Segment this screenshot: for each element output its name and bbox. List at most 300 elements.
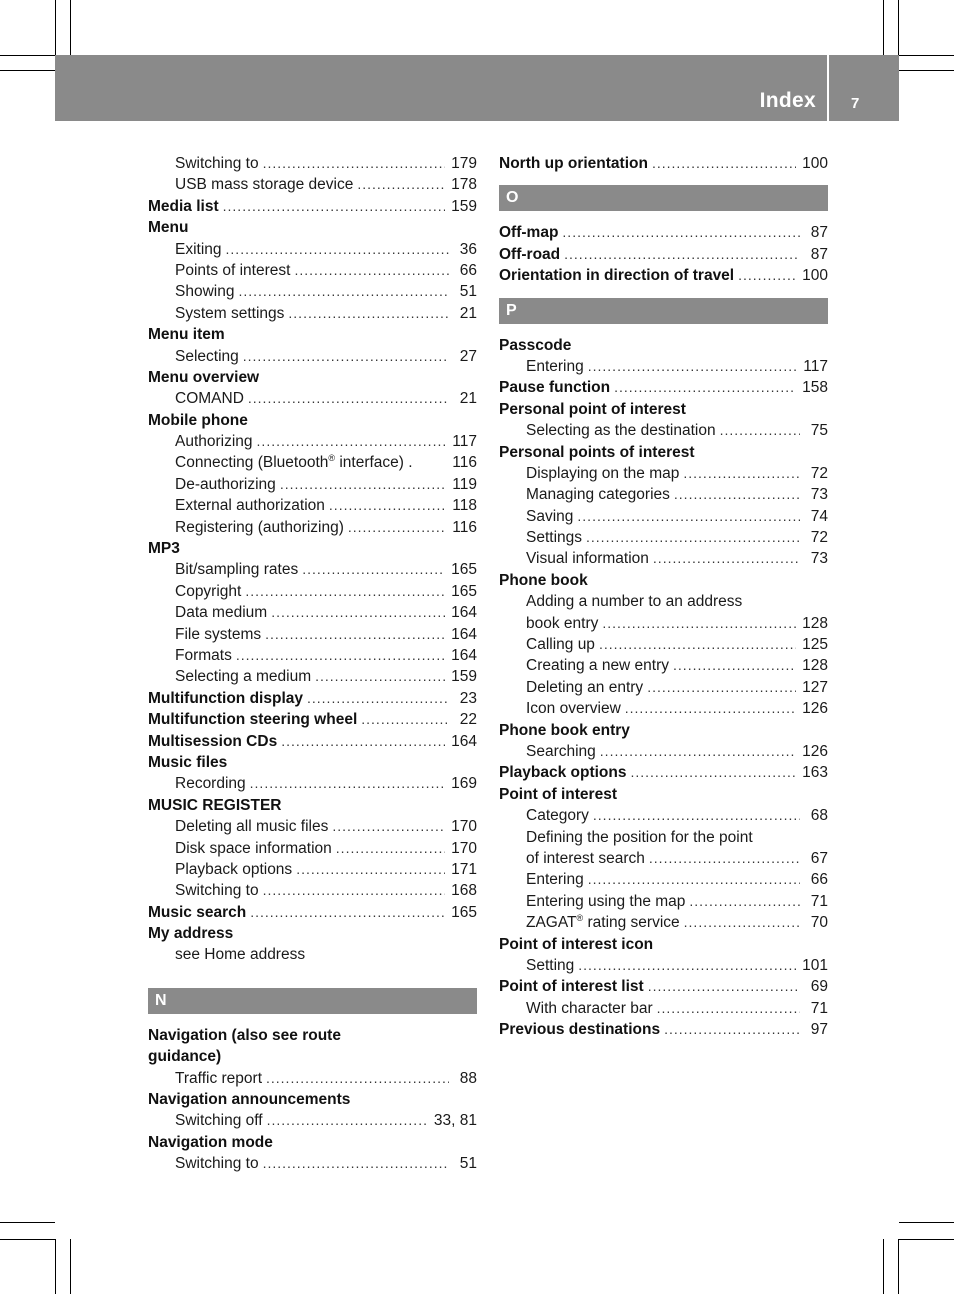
entry-label bbox=[175, 1110, 263, 1131]
entry-label-text: USB mass storage device bbox=[175, 176, 354, 194]
dot-leader bbox=[648, 976, 800, 997]
page-reference[interactable]: 101 bbox=[802, 956, 828, 974]
index-subentry[interactable] bbox=[499, 955, 828, 976]
entry-label-text: Music search bbox=[148, 903, 247, 921]
index-entry[interactable] bbox=[499, 976, 828, 997]
page-reference[interactable]: 171 bbox=[451, 860, 477, 878]
page-reference[interactable]: 71 bbox=[810, 999, 828, 1017]
entry-label-text: Displaying on the map bbox=[526, 464, 680, 482]
crop-mark bbox=[0, 55, 55, 56]
page-reference[interactable]: 158 bbox=[802, 379, 828, 397]
index-subentry[interactable] bbox=[148, 474, 477, 495]
spacer bbox=[148, 966, 477, 988]
entry-label-text: Personal point of interest bbox=[499, 400, 686, 418]
entry-label bbox=[148, 1025, 341, 1046]
page-reference[interactable]: 168 bbox=[451, 882, 477, 900]
crop-mark bbox=[0, 1239, 55, 1240]
dot-leader bbox=[226, 239, 449, 260]
entry-label bbox=[175, 559, 298, 580]
dot-leader bbox=[315, 666, 445, 687]
index-entry bbox=[148, 1089, 477, 1110]
index-subentry[interactable] bbox=[499, 998, 828, 1019]
index-entry[interactable] bbox=[499, 265, 828, 286]
index-subentry[interactable] bbox=[148, 1110, 477, 1131]
index-subentry[interactable] bbox=[148, 559, 477, 580]
page-reference[interactable]: 22 bbox=[459, 711, 477, 729]
entry-list bbox=[499, 335, 828, 1041]
entry-label-text: Exiting bbox=[175, 240, 222, 258]
page-reference[interactable]: 126 bbox=[802, 742, 828, 760]
entry-label-text: guidance) bbox=[148, 1048, 222, 1066]
index-subentry[interactable] bbox=[499, 356, 828, 377]
index-entry bbox=[148, 795, 477, 816]
index-subentry[interactable] bbox=[148, 602, 477, 623]
entry-label-text: Navigation (also see route bbox=[148, 1026, 341, 1044]
page-reference[interactable]: 164 bbox=[451, 646, 477, 664]
entry-label bbox=[175, 624, 261, 645]
entry-label-text: External authorization bbox=[175, 497, 325, 515]
dot-leader bbox=[329, 495, 446, 516]
entry-label bbox=[499, 570, 588, 591]
dot-leader bbox=[625, 698, 796, 719]
index-subentry[interactable] bbox=[499, 548, 828, 569]
dot-leader bbox=[307, 688, 449, 709]
index-entry bbox=[499, 720, 828, 741]
index-entry[interactable] bbox=[148, 688, 477, 709]
index-subentry[interactable] bbox=[499, 741, 828, 762]
entry-label-text: Menu item bbox=[148, 326, 225, 344]
entry-label-text: Visual information bbox=[526, 550, 649, 568]
dot-leader bbox=[630, 762, 796, 783]
entry-label bbox=[175, 773, 246, 794]
page-reference[interactable]: 128 bbox=[802, 614, 828, 632]
entry-label bbox=[526, 463, 679, 484]
index-subentry[interactable] bbox=[148, 816, 477, 837]
index-entry[interactable] bbox=[499, 153, 828, 174]
entry-label-text: Selecting a medium bbox=[175, 668, 312, 686]
dot-leader bbox=[281, 731, 445, 752]
page-reference[interactable]: 72 bbox=[810, 464, 828, 482]
page-reference[interactable]: 21 bbox=[459, 390, 477, 408]
crop-mark bbox=[0, 1222, 55, 1223]
index-subentry bbox=[499, 591, 828, 612]
entry-label-text: Point of interest list bbox=[499, 978, 644, 996]
page-reference[interactable]: 169 bbox=[451, 775, 477, 793]
entry-label-text: Managing categories bbox=[526, 486, 670, 504]
crop-mark bbox=[0, 70, 55, 71]
entry-label-text: Copyright bbox=[175, 582, 242, 600]
page-reference[interactable]: 164 bbox=[451, 625, 477, 643]
entry-label-text: Media list bbox=[148, 197, 219, 215]
index-entry[interactable] bbox=[148, 902, 477, 923]
page-reference[interactable]: 170 bbox=[451, 839, 477, 857]
entry-label-text: Point of interest icon bbox=[499, 935, 654, 953]
dot-leader bbox=[588, 356, 798, 377]
entry-label-text: Adding a number to an address bbox=[526, 593, 743, 611]
dot-leader bbox=[236, 645, 445, 666]
entry-label-text: Orientation in direction of travel bbox=[499, 267, 735, 285]
index-subentry[interactable] bbox=[499, 463, 828, 484]
crop-mark bbox=[70, 0, 71, 55]
page-reference[interactable]: 51 bbox=[459, 283, 477, 301]
dot-leader bbox=[263, 153, 446, 174]
index-subentry[interactable] bbox=[148, 666, 477, 687]
entry-label bbox=[175, 666, 311, 687]
index-entry[interactable] bbox=[148, 731, 477, 752]
entry-list bbox=[499, 153, 828, 174]
page-reference[interactable]: 68 bbox=[810, 807, 828, 825]
entry-label-text: Phone book bbox=[499, 571, 588, 589]
index-subentry[interactable] bbox=[148, 452, 477, 473]
index-subentry[interactable] bbox=[499, 634, 828, 655]
index-entry bbox=[499, 570, 828, 591]
page-reference[interactable]: 23 bbox=[459, 689, 477, 707]
page-reference[interactable]: 117 bbox=[803, 357, 828, 375]
entry-label bbox=[148, 731, 277, 752]
entry-label bbox=[175, 1068, 262, 1089]
page-reference[interactable]: 100 bbox=[802, 155, 828, 172]
crop-mark bbox=[899, 1239, 954, 1240]
crop-mark bbox=[883, 1239, 884, 1294]
index-entry[interactable] bbox=[499, 244, 828, 265]
entry-label-text: My address bbox=[148, 925, 234, 943]
entry-label-text: Selecting bbox=[175, 347, 239, 365]
entry-label bbox=[148, 410, 248, 431]
index-subentry[interactable] bbox=[148, 495, 477, 516]
index-entry bbox=[148, 1132, 477, 1153]
dot-leader bbox=[263, 880, 446, 901]
index-subentry[interactable] bbox=[148, 431, 477, 452]
section-header-p: P bbox=[499, 298, 828, 324]
entry-label bbox=[526, 655, 669, 676]
page-reference[interactable]: 118 bbox=[452, 497, 477, 515]
spacer bbox=[499, 211, 828, 222]
page-reference[interactable]: 163 bbox=[802, 764, 828, 782]
entry-label bbox=[175, 816, 328, 837]
index-subentry[interactable] bbox=[148, 1068, 477, 1089]
index-subentry[interactable] bbox=[148, 880, 477, 901]
entry-label bbox=[175, 495, 325, 516]
entry-label-text: Off-road bbox=[499, 245, 561, 263]
page-reference[interactable]: 100 bbox=[802, 267, 828, 285]
entry-label bbox=[175, 838, 332, 859]
page-reference[interactable]: 165 bbox=[451, 561, 477, 579]
page-reference[interactable]: 72 bbox=[810, 529, 828, 547]
dot-leader bbox=[245, 581, 445, 602]
page-reference[interactable]: 36 bbox=[459, 240, 477, 258]
dot-leader bbox=[657, 998, 800, 1019]
page-reference[interactable]: 66 bbox=[459, 261, 477, 279]
dot-leader bbox=[248, 388, 449, 409]
index-entry bbox=[148, 752, 477, 773]
page-reference[interactable]: 97 bbox=[810, 1021, 828, 1039]
entry-label-text: Phone book entry bbox=[499, 721, 630, 739]
dot-leader bbox=[336, 838, 445, 859]
index-subentry[interactable] bbox=[148, 346, 477, 367]
entry-label bbox=[526, 955, 574, 976]
index-entry bbox=[148, 217, 477, 238]
entry-label bbox=[526, 805, 589, 826]
entry-label bbox=[526, 420, 716, 441]
index-entry[interactable] bbox=[148, 709, 477, 730]
entry-label-text: Previous destinations bbox=[499, 1021, 661, 1039]
dot-leader bbox=[649, 848, 800, 869]
dot-leader bbox=[683, 463, 800, 484]
index-entry[interactable] bbox=[499, 1019, 828, 1040]
entry-label-text: Entering using the map bbox=[526, 892, 686, 910]
index-subentry[interactable] bbox=[148, 388, 477, 409]
entry-label bbox=[499, 442, 695, 463]
entry-label-text: System settings bbox=[175, 304, 285, 322]
page-reference[interactable]: 126 bbox=[802, 700, 828, 718]
page-reference[interactable]: 71 bbox=[810, 892, 828, 910]
index-entry[interactable] bbox=[148, 196, 477, 217]
dot-leader bbox=[348, 517, 446, 538]
index-subentry[interactable] bbox=[499, 527, 828, 548]
index-subentry[interactable] bbox=[148, 260, 477, 281]
index-subentry[interactable] bbox=[148, 1153, 477, 1174]
page-reference[interactable]: 119 bbox=[452, 475, 477, 493]
page-reference[interactable]: 33, 81 bbox=[433, 1112, 477, 1130]
entry-label bbox=[526, 912, 680, 933]
entry-label-text: File systems bbox=[175, 625, 262, 643]
index-subentry[interactable] bbox=[499, 869, 828, 890]
index-subentry[interactable] bbox=[499, 891, 828, 912]
entry-label-text: Saving bbox=[526, 507, 574, 525]
crop-mark bbox=[898, 1239, 899, 1294]
entry-label-suffix: rating service bbox=[583, 914, 680, 932]
page-reference[interactable]: 165 bbox=[451, 903, 477, 921]
index-subentry[interactable] bbox=[499, 912, 828, 933]
entry-label-text: Settings bbox=[526, 529, 583, 547]
index-subentry[interactable] bbox=[148, 517, 477, 538]
entry-label-text: Setting bbox=[526, 956, 575, 974]
page-reference[interactable]: 127 bbox=[802, 678, 828, 696]
page-reference[interactable]: 70 bbox=[810, 914, 828, 932]
header-divider bbox=[827, 55, 829, 121]
page-reference[interactable]: 88 bbox=[459, 1069, 477, 1087]
page-reference[interactable]: 179 bbox=[451, 155, 477, 172]
index-subentry[interactable] bbox=[148, 859, 477, 880]
index-subentry[interactable] bbox=[499, 677, 828, 698]
page-reference[interactable]: 116 bbox=[452, 454, 477, 472]
entry-label bbox=[526, 869, 584, 890]
index-entry bbox=[148, 1025, 477, 1046]
entry-label-text: Navigation mode bbox=[148, 1133, 273, 1151]
dot-leader bbox=[223, 196, 445, 217]
entry-label-text: see Home address bbox=[175, 946, 306, 964]
entry-list bbox=[499, 222, 828, 286]
entry-label-text: MP3 bbox=[148, 540, 180, 558]
page-reference[interactable]: 125 bbox=[802, 636, 828, 654]
crop-mark bbox=[70, 1239, 71, 1294]
entry-label bbox=[499, 335, 571, 356]
index-subentry[interactable] bbox=[499, 698, 828, 719]
page-reference[interactable]: 165 bbox=[451, 582, 477, 600]
entry-list bbox=[148, 1025, 477, 1175]
entry-label bbox=[175, 239, 222, 260]
entry-label-text: Passcode bbox=[499, 336, 572, 354]
entry-label-text: Formats bbox=[175, 646, 232, 664]
dot-leader bbox=[294, 260, 449, 281]
entry-label-text: Menu bbox=[148, 219, 189, 237]
entry-label bbox=[148, 923, 233, 944]
index-subentry bbox=[499, 827, 828, 848]
entry-label-text: MUSIC REGISTER bbox=[148, 796, 282, 814]
index-subentry[interactable] bbox=[148, 624, 477, 645]
entry-label-text: Registering (authorizing) bbox=[175, 518, 344, 536]
entry-label-text: Defining the position for the point bbox=[526, 828, 753, 846]
page-reference[interactable]: 87 bbox=[810, 224, 828, 242]
crop-mark bbox=[55, 1239, 56, 1294]
entry-label bbox=[148, 752, 227, 773]
dot-leader bbox=[265, 624, 445, 645]
index-subentry[interactable] bbox=[148, 581, 477, 602]
dot-leader bbox=[564, 244, 800, 265]
entry-label bbox=[526, 356, 584, 377]
entry-label bbox=[526, 998, 653, 1019]
spacer bbox=[148, 1014, 477, 1025]
dot-leader bbox=[578, 955, 796, 976]
page-reference[interactable]: 178 bbox=[451, 176, 477, 194]
entry-label-text: North up orientation bbox=[499, 155, 648, 172]
entry-label bbox=[175, 1153, 259, 1174]
entry-label-text: Entering bbox=[526, 871, 584, 889]
entry-label bbox=[526, 506, 573, 527]
index-subentry[interactable] bbox=[148, 281, 477, 302]
entry-label-text: Multifunction steering wheel bbox=[148, 711, 358, 729]
page-reference[interactable]: 164 bbox=[451, 604, 477, 622]
entry-label bbox=[526, 548, 649, 569]
entry-label-text: Switching to bbox=[175, 1155, 259, 1173]
page-reference[interactable]: 75 bbox=[810, 422, 828, 440]
index-column-left bbox=[148, 153, 477, 1175]
index-entry[interactable] bbox=[499, 222, 828, 243]
page-reference[interactable]: 117 bbox=[452, 433, 477, 451]
crop-mark bbox=[55, 0, 56, 55]
crop-mark bbox=[883, 0, 884, 55]
entry-label bbox=[175, 452, 413, 473]
entry-label-text: book entry bbox=[526, 614, 599, 632]
page-reference[interactable]: 73 bbox=[810, 550, 828, 568]
index-subentry[interactable] bbox=[148, 174, 477, 195]
index-subentry[interactable] bbox=[499, 613, 828, 634]
dot-leader bbox=[652, 153, 796, 174]
page-reference[interactable]: 21 bbox=[459, 304, 477, 322]
page-reference[interactable]: 170 bbox=[451, 818, 477, 836]
page-reference[interactable]: 73 bbox=[810, 486, 828, 504]
index-entry bbox=[499, 442, 828, 463]
entry-label-text: Point of interest bbox=[499, 785, 617, 803]
dot-leader bbox=[684, 912, 800, 933]
dot-leader bbox=[271, 602, 445, 623]
page-reference[interactable]: 87 bbox=[810, 245, 828, 263]
page-reference[interactable]: 116 bbox=[452, 518, 477, 536]
entry-label bbox=[148, 196, 219, 217]
dot-leader bbox=[614, 377, 796, 398]
entry-label-text: Data medium bbox=[175, 604, 268, 622]
index-subentry[interactable] bbox=[499, 655, 828, 676]
index-entry[interactable] bbox=[499, 762, 828, 783]
entry-label-text: Playback options bbox=[499, 764, 627, 782]
index-entry bbox=[148, 324, 477, 345]
entry-label bbox=[175, 880, 259, 901]
entry-label bbox=[175, 944, 305, 965]
entry-label-text: Selecting as the destination bbox=[526, 422, 716, 440]
index-subentry[interactable] bbox=[148, 239, 477, 260]
entry-label-text: Bit/sampling rates bbox=[175, 561, 299, 579]
crop-mark bbox=[898, 0, 899, 55]
page-reference[interactable]: 159 bbox=[451, 197, 477, 215]
index-subentry[interactable] bbox=[148, 153, 477, 174]
entry-label-text: Switching off bbox=[175, 1112, 263, 1130]
entry-label-text: Navigation announcements bbox=[148, 1091, 351, 1109]
index-subentry[interactable] bbox=[148, 645, 477, 666]
index-subentry[interactable] bbox=[499, 805, 828, 826]
index-entry bbox=[499, 934, 828, 955]
index-entry[interactable] bbox=[499, 377, 828, 398]
page-reference[interactable]: 164 bbox=[451, 732, 477, 750]
dot-leader bbox=[361, 709, 449, 730]
index-subentry[interactable] bbox=[148, 303, 477, 324]
spacer bbox=[499, 287, 828, 298]
page-reference[interactable]: 67 bbox=[810, 849, 828, 867]
entry-label-text: Menu overview bbox=[148, 368, 260, 386]
page-reference[interactable]: 128 bbox=[802, 657, 828, 675]
page-reference[interactable]: 51 bbox=[459, 1155, 477, 1173]
dot-leader bbox=[674, 484, 800, 505]
index-subentry[interactable] bbox=[499, 484, 828, 505]
entry-label-text: ZAGAT bbox=[526, 914, 577, 932]
page-reference[interactable]: 66 bbox=[810, 871, 828, 889]
entry-label bbox=[148, 1132, 273, 1153]
crop-mark bbox=[899, 70, 954, 71]
index-subentry[interactable] bbox=[148, 838, 477, 859]
index-entry bbox=[148, 367, 477, 388]
index-subentry[interactable] bbox=[499, 420, 828, 441]
entry-label bbox=[148, 1089, 350, 1110]
dot-leader bbox=[266, 1068, 449, 1089]
index-entry bbox=[148, 1046, 477, 1067]
entry-label bbox=[175, 281, 234, 302]
page-reference[interactable]: 69 bbox=[810, 978, 828, 996]
entry-label-text: Connecting (Bluetooth bbox=[175, 454, 329, 472]
entry-label-text: Switching to bbox=[175, 882, 259, 900]
page-reference[interactable]: 27 bbox=[459, 347, 477, 365]
page-reference[interactable]: 74 bbox=[810, 507, 828, 525]
entry-label bbox=[148, 688, 303, 709]
index-subentry[interactable] bbox=[148, 773, 477, 794]
index-subentry[interactable] bbox=[499, 848, 828, 869]
dot-leader bbox=[250, 773, 445, 794]
page-reference[interactable]: 159 bbox=[451, 668, 477, 686]
dot-leader bbox=[250, 902, 445, 923]
entry-label bbox=[148, 324, 225, 345]
spacer bbox=[499, 174, 828, 185]
entry-label bbox=[175, 581, 241, 602]
dot-leader bbox=[280, 474, 446, 495]
entry-label bbox=[526, 827, 753, 848]
index-subentry[interactable] bbox=[499, 506, 828, 527]
entry-label bbox=[526, 677, 643, 698]
dot-leader bbox=[586, 527, 800, 548]
entry-label-text: De-authorizing bbox=[175, 475, 276, 493]
entry-label-text: Deleting an entry bbox=[526, 678, 644, 696]
entry-label bbox=[175, 174, 353, 195]
entry-label bbox=[148, 367, 259, 388]
entry-label bbox=[175, 517, 344, 538]
index-entry bbox=[499, 399, 828, 420]
